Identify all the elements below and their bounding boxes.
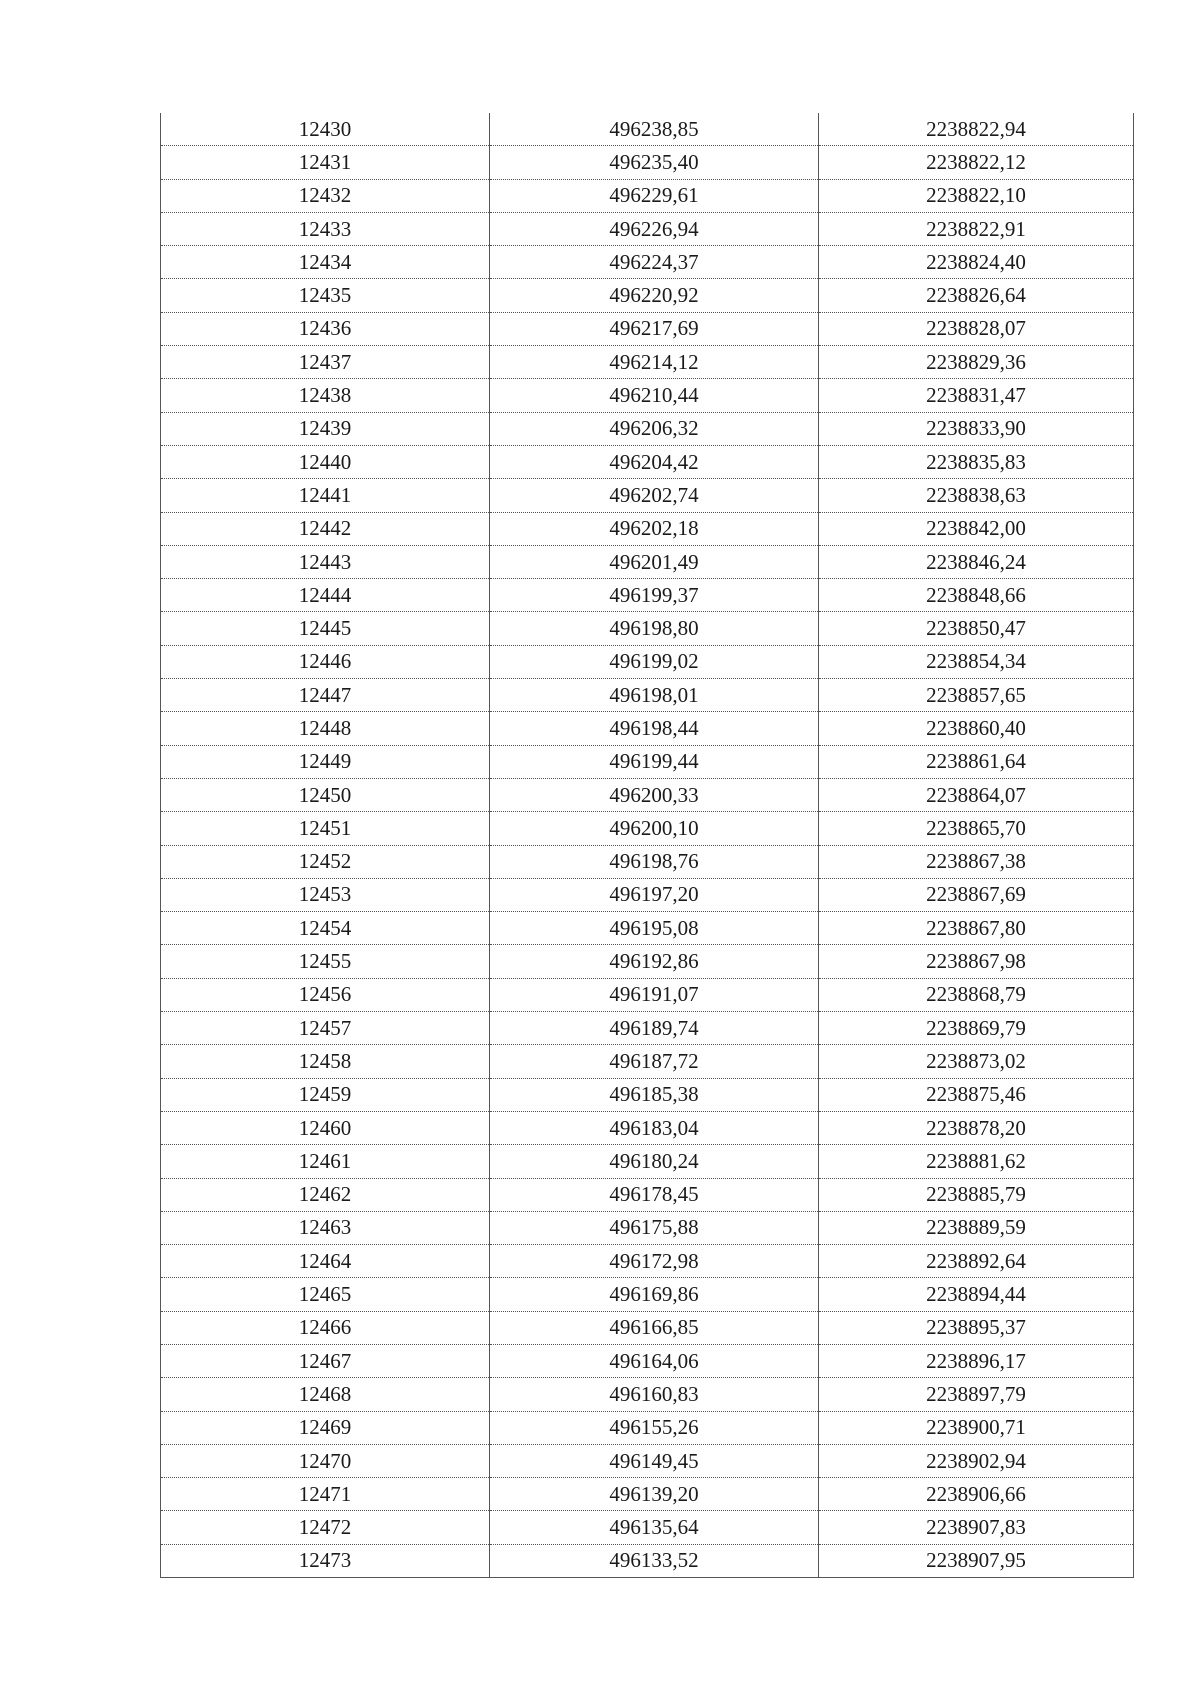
table-row	[161, 712, 1134, 745]
x-coordinate-cell: 496195,08	[490, 912, 819, 945]
point-number-cell: 12473	[161, 1544, 490, 1577]
table-row	[161, 279, 1134, 312]
y-coordinate-cell: 2238833,90	[819, 412, 1134, 445]
x-coordinate-cell: 496226,94	[490, 212, 819, 245]
y-coordinate-cell: 2238902,94	[819, 1444, 1134, 1477]
x-coordinate-cell: 496202,74	[490, 479, 819, 512]
table-row	[161, 1444, 1134, 1477]
table-row	[161, 1245, 1134, 1278]
point-number-cell: 12459	[161, 1078, 490, 1111]
y-coordinate-cell: 2238873,02	[819, 1045, 1134, 1078]
y-coordinate-cell: 2238860,40	[819, 712, 1134, 745]
table-row	[161, 512, 1134, 545]
point-number-cell: 12452	[161, 845, 490, 878]
x-coordinate-cell: 496149,45	[490, 1444, 819, 1477]
table-row	[161, 1078, 1134, 1111]
y-coordinate-cell: 2238881,62	[819, 1145, 1134, 1178]
y-coordinate-cell: 2238831,47	[819, 379, 1134, 412]
point-number-cell: 12446	[161, 645, 490, 678]
x-coordinate-cell: 496183,04	[490, 1111, 819, 1144]
x-coordinate-cell: 496191,07	[490, 978, 819, 1011]
point-number-cell: 12435	[161, 279, 490, 312]
point-number-cell: 12450	[161, 778, 490, 811]
x-coordinate-cell: 496198,44	[490, 712, 819, 745]
point-number-cell: 12437	[161, 346, 490, 379]
table-row	[161, 379, 1134, 412]
x-coordinate-cell: 496238,85	[490, 113, 819, 146]
x-coordinate-cell: 496210,44	[490, 379, 819, 412]
y-coordinate-cell: 2238846,24	[819, 545, 1134, 578]
table-row	[161, 1178, 1134, 1211]
y-coordinate-cell: 2238897,79	[819, 1378, 1134, 1411]
point-number-cell: 12457	[161, 1012, 490, 1045]
point-number-cell: 12455	[161, 945, 490, 978]
point-number-cell: 12440	[161, 445, 490, 478]
x-coordinate-cell: 496229,61	[490, 179, 819, 212]
y-coordinate-cell: 2238822,12	[819, 146, 1134, 179]
x-coordinate-cell: 496198,01	[490, 679, 819, 712]
point-number-cell: 12439	[161, 412, 490, 445]
point-number-cell: 12454	[161, 912, 490, 945]
y-coordinate-cell: 2238900,71	[819, 1411, 1134, 1444]
x-coordinate-cell: 496201,49	[490, 545, 819, 578]
x-coordinate-cell: 496135,64	[490, 1511, 819, 1544]
point-number-cell: 12444	[161, 579, 490, 612]
table-row	[161, 1045, 1134, 1078]
x-coordinate-cell: 496202,18	[490, 512, 819, 545]
y-coordinate-cell: 2238835,83	[819, 445, 1134, 478]
x-coordinate-cell: 496200,33	[490, 778, 819, 811]
point-number-cell: 12430	[161, 113, 490, 146]
point-number-cell: 12453	[161, 878, 490, 911]
table-row	[161, 1411, 1134, 1444]
x-coordinate-cell: 496214,12	[490, 346, 819, 379]
point-number-cell: 12460	[161, 1111, 490, 1144]
y-coordinate-cell: 2238829,36	[819, 346, 1134, 379]
y-coordinate-cell: 2238867,69	[819, 878, 1134, 911]
point-number-cell: 12464	[161, 1245, 490, 1278]
point-number-cell: 12463	[161, 1211, 490, 1244]
x-coordinate-cell: 496166,85	[490, 1311, 819, 1344]
x-coordinate-cell: 496175,88	[490, 1211, 819, 1244]
y-coordinate-cell: 2238854,34	[819, 645, 1134, 678]
y-coordinate-cell: 2238857,65	[819, 679, 1134, 712]
y-coordinate-cell: 2238850,47	[819, 612, 1134, 645]
table-row	[161, 945, 1134, 978]
point-number-cell: 12433	[161, 212, 490, 245]
point-number-cell: 12470	[161, 1444, 490, 1477]
point-number-cell: 12462	[161, 1178, 490, 1211]
table-row	[161, 412, 1134, 445]
table-row	[161, 1478, 1134, 1511]
x-coordinate-cell: 496220,92	[490, 279, 819, 312]
y-coordinate-cell: 2238848,66	[819, 579, 1134, 612]
y-coordinate-cell: 2238822,94	[819, 113, 1134, 146]
x-coordinate-cell: 496199,44	[490, 745, 819, 778]
point-number-cell: 12449	[161, 745, 490, 778]
point-number-cell: 12438	[161, 379, 490, 412]
table-row	[161, 912, 1134, 945]
x-coordinate-cell: 496204,42	[490, 445, 819, 478]
table-row	[161, 745, 1134, 778]
table-row	[161, 445, 1134, 478]
y-coordinate-cell: 2238826,64	[819, 279, 1134, 312]
point-number-cell: 12466	[161, 1311, 490, 1344]
y-coordinate-cell: 2238907,83	[819, 1511, 1134, 1544]
y-coordinate-cell: 2238867,38	[819, 845, 1134, 878]
x-coordinate-cell: 496198,80	[490, 612, 819, 645]
table-row	[161, 113, 1134, 146]
point-number-cell: 12469	[161, 1411, 490, 1444]
table-row	[161, 212, 1134, 245]
x-coordinate-cell: 496198,76	[490, 845, 819, 878]
table-row	[161, 679, 1134, 712]
x-coordinate-cell: 496235,40	[490, 146, 819, 179]
y-coordinate-cell: 2238864,07	[819, 778, 1134, 811]
point-number-cell: 12447	[161, 679, 490, 712]
x-coordinate-cell: 496192,86	[490, 945, 819, 978]
table-row	[161, 246, 1134, 279]
point-number-cell: 12458	[161, 1045, 490, 1078]
y-coordinate-cell: 2238861,64	[819, 745, 1134, 778]
x-coordinate-cell: 496172,98	[490, 1245, 819, 1278]
y-coordinate-cell: 2238865,70	[819, 812, 1134, 845]
y-coordinate-cell: 2238824,40	[819, 246, 1134, 279]
point-number-cell: 12436	[161, 312, 490, 345]
table-row	[161, 1211, 1134, 1244]
point-number-cell: 12434	[161, 246, 490, 279]
table-row	[161, 346, 1134, 379]
table-row	[161, 1378, 1134, 1411]
y-coordinate-cell: 2238822,10	[819, 179, 1134, 212]
point-number-cell: 12441	[161, 479, 490, 512]
y-coordinate-cell: 2238842,00	[819, 512, 1134, 545]
table-row	[161, 545, 1134, 578]
table-row	[161, 579, 1134, 612]
table-row	[161, 812, 1134, 845]
point-number-cell: 12431	[161, 146, 490, 179]
x-coordinate-cell: 496199,02	[490, 645, 819, 678]
y-coordinate-cell: 2238894,44	[819, 1278, 1134, 1311]
y-coordinate-cell: 2238868,79	[819, 978, 1134, 1011]
x-coordinate-cell: 496155,26	[490, 1411, 819, 1444]
y-coordinate-cell: 2238822,91	[819, 212, 1134, 245]
x-coordinate-cell: 496199,37	[490, 579, 819, 612]
table-row	[161, 179, 1134, 212]
y-coordinate-cell: 2238869,79	[819, 1012, 1134, 1045]
y-coordinate-cell: 2238828,07	[819, 312, 1134, 345]
x-coordinate-cell: 496185,38	[490, 1078, 819, 1111]
x-coordinate-cell: 496160,83	[490, 1378, 819, 1411]
table-row	[161, 312, 1134, 345]
y-coordinate-cell: 2238906,66	[819, 1478, 1134, 1511]
coordinates-table-body	[161, 113, 1134, 1578]
y-coordinate-cell: 2238867,98	[819, 945, 1134, 978]
x-coordinate-cell: 496187,72	[490, 1045, 819, 1078]
table-row	[161, 978, 1134, 1011]
point-number-cell: 12432	[161, 179, 490, 212]
point-number-cell: 12472	[161, 1511, 490, 1544]
table-row	[161, 612, 1134, 645]
table-row	[161, 1012, 1134, 1045]
x-coordinate-cell: 496139,20	[490, 1478, 819, 1511]
y-coordinate-cell: 2238885,79	[819, 1178, 1134, 1211]
table-row	[161, 878, 1134, 911]
x-coordinate-cell: 496169,86	[490, 1278, 819, 1311]
table-row	[161, 1145, 1134, 1178]
point-number-cell: 12456	[161, 978, 490, 1011]
point-number-cell: 12465	[161, 1278, 490, 1311]
point-number-cell: 12451	[161, 812, 490, 845]
point-number-cell: 12442	[161, 512, 490, 545]
table-row	[161, 1544, 1134, 1577]
y-coordinate-cell: 2238838,63	[819, 479, 1134, 512]
table-row	[161, 778, 1134, 811]
table-row	[161, 1311, 1134, 1344]
x-coordinate-cell: 496224,37	[490, 246, 819, 279]
point-number-cell: 12468	[161, 1378, 490, 1411]
y-coordinate-cell: 2238867,80	[819, 912, 1134, 945]
x-coordinate-cell: 496189,74	[490, 1012, 819, 1045]
x-coordinate-cell: 496180,24	[490, 1145, 819, 1178]
y-coordinate-cell: 2238895,37	[819, 1311, 1134, 1344]
y-coordinate-cell: 2238875,46	[819, 1078, 1134, 1111]
x-coordinate-cell: 496197,20	[490, 878, 819, 911]
x-coordinate-cell: 496206,32	[490, 412, 819, 445]
point-number-cell: 12467	[161, 1344, 490, 1377]
table-row	[161, 645, 1134, 678]
y-coordinate-cell: 2238878,20	[819, 1111, 1134, 1144]
table-row	[161, 1111, 1134, 1144]
x-coordinate-cell: 496164,06	[490, 1344, 819, 1377]
point-number-cell: 12445	[161, 612, 490, 645]
point-number-cell: 12448	[161, 712, 490, 745]
coordinates-table	[160, 113, 1134, 1578]
point-number-cell: 12461	[161, 1145, 490, 1178]
x-coordinate-cell: 496217,69	[490, 312, 819, 345]
x-coordinate-cell: 496178,45	[490, 1178, 819, 1211]
y-coordinate-cell: 2238889,59	[819, 1211, 1134, 1244]
table-row	[161, 1278, 1134, 1311]
table-row	[161, 1344, 1134, 1377]
table-row	[161, 146, 1134, 179]
table-row	[161, 479, 1134, 512]
table-row	[161, 1511, 1134, 1544]
y-coordinate-cell: 2238907,95	[819, 1544, 1134, 1577]
x-coordinate-cell: 496133,52	[490, 1544, 819, 1577]
point-number-cell: 12443	[161, 545, 490, 578]
y-coordinate-cell: 2238896,17	[819, 1344, 1134, 1377]
point-number-cell: 12471	[161, 1478, 490, 1511]
x-coordinate-cell: 496200,10	[490, 812, 819, 845]
y-coordinate-cell: 2238892,64	[819, 1245, 1134, 1278]
table-row	[161, 845, 1134, 878]
